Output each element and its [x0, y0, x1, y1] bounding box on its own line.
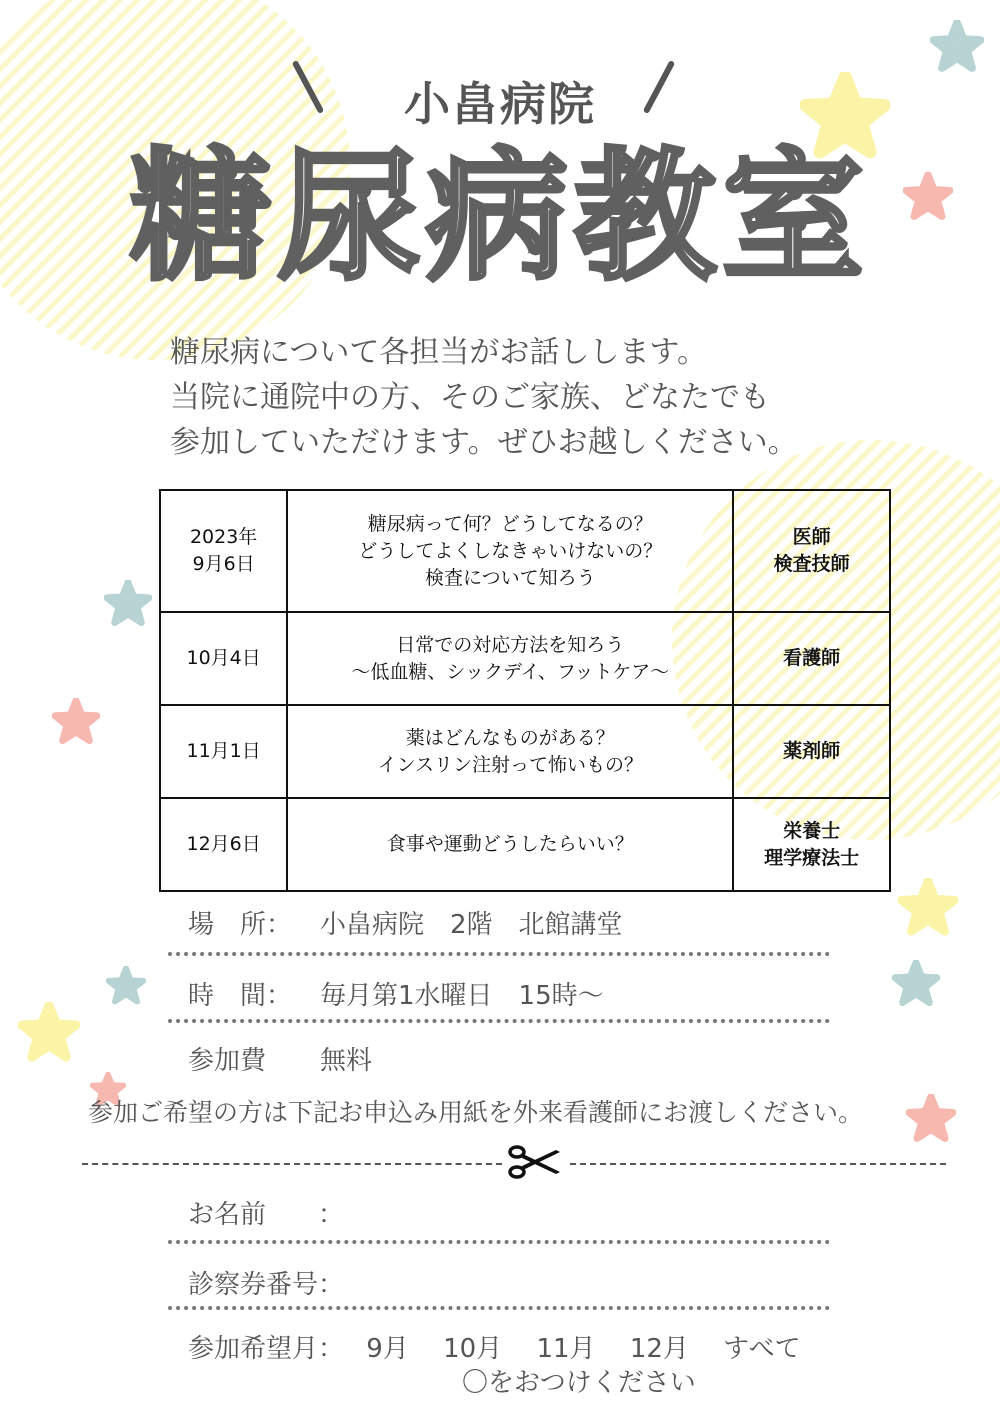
table-row: [160, 612, 890, 705]
star-icon: [106, 966, 146, 1006]
intro-line: 当院に通院中の方、そのご家族、どなたでも: [170, 380, 770, 415]
circle-instruction: 〇をおつけください: [462, 1368, 696, 1398]
fee-value: 無料: [320, 1046, 373, 1076]
schedule-staff: [733, 798, 890, 891]
staff-line: 理学療法士: [764, 846, 860, 869]
schedule-date: [160, 612, 287, 705]
dotted-divider: [168, 952, 830, 956]
month-label: 参加希望月：: [188, 1334, 345, 1364]
star-icon: [892, 960, 940, 1008]
schedule-staff: [733, 705, 890, 798]
star-icon: [906, 1094, 956, 1144]
star-icon: [18, 1002, 80, 1064]
topic-line: ～低血糖、シックデイ、フットケア～: [351, 660, 670, 683]
date-line: 2023年: [189, 526, 258, 548]
intro-line: 参加していただけます。ぜひお越しください。: [170, 425, 798, 460]
scissors-icon: [508, 1142, 562, 1182]
star-icon: [104, 580, 152, 628]
schedule-topic: [287, 612, 733, 705]
schedule-topic: [287, 798, 733, 891]
month-option-all[interactable]: すべて: [723, 1334, 801, 1364]
fee-row: [188, 1040, 373, 1077]
schedule-table: [159, 489, 891, 892]
dotted-divider: [168, 1240, 830, 1244]
time-label: 時 間：: [188, 981, 293, 1011]
page-title: 糖尿病教室: [130, 135, 870, 300]
staff-line: 検査技師: [773, 553, 850, 575]
star-icon: [52, 698, 100, 746]
application-notice: 参加ご希望の方は下記お申込み用紙を外来看護師にお渡しください。: [88, 1098, 864, 1127]
dotted-divider: [168, 1306, 830, 1310]
place-row: [188, 904, 623, 941]
date-line: 11月1日: [186, 740, 261, 762]
hospital-name: 小畠病院: [404, 77, 596, 131]
staff-line: 看護師: [783, 647, 841, 669]
date-line: 10月4日: [186, 647, 261, 669]
place-value: 小畠病院 2階 北館講堂: [320, 910, 623, 940]
fee-label: 参加費: [188, 1046, 267, 1076]
topic-line: 薬はどんなものがある？: [405, 726, 615, 749]
card-number-field[interactable]: [188, 1264, 344, 1301]
table-row: [160, 705, 890, 798]
card-number-label: 診察券番号：: [188, 1270, 345, 1300]
topic-line: 糖尿病って何？どうしてなるの？: [367, 512, 653, 535]
staff-line: 医師: [792, 526, 831, 548]
topic-line: 食事や運動どうしたらいい？: [386, 833, 634, 855]
schedule-date: [160, 798, 287, 891]
date-line: 9月6日: [192, 553, 255, 575]
schedule-topic: [287, 490, 733, 612]
table-row: [160, 490, 890, 612]
name-label: お名前 ：: [188, 1200, 345, 1230]
star-icon: [898, 878, 958, 938]
cut-line-left: [82, 1163, 502, 1165]
place-label: 場 所：: [188, 910, 293, 940]
staff-line: 薬剤師: [783, 740, 841, 762]
month-option-9[interactable]: 9月: [366, 1334, 409, 1364]
month-option-11[interactable]: 11月: [536, 1334, 596, 1364]
topic-line: 検査について知ろう: [424, 566, 596, 589]
schedule-staff: [733, 612, 890, 705]
date-line: 12月6日: [186, 833, 261, 855]
dotted-divider: [168, 1019, 830, 1023]
month-selection-row: [188, 1328, 827, 1365]
time-row: [188, 975, 604, 1012]
schedule-date: [160, 490, 287, 612]
intro-line: 糖尿病について各担当がお話しします。: [170, 335, 707, 370]
topic-line: 日常での対応方法を知ろう: [396, 633, 625, 656]
schedule-staff: [733, 490, 890, 612]
month-option-12[interactable]: 12月: [629, 1334, 689, 1364]
staff-line: 栄養士: [783, 819, 841, 842]
intro-text: [170, 330, 798, 465]
month-option-10[interactable]: 10月: [443, 1334, 503, 1364]
topic-line: インスリン注射って怖いもの？: [377, 753, 643, 776]
table-row: [160, 798, 890, 891]
schedule-topic: [287, 705, 733, 798]
time-value: 毎月第1水曜日 15時～: [320, 981, 604, 1011]
cut-line-right: [570, 1163, 946, 1165]
schedule-date: [160, 705, 287, 798]
star-icon: [930, 20, 984, 74]
name-field[interactable]: [188, 1194, 344, 1231]
topic-line: どうしてよくしなきゃいけないの？: [358, 539, 663, 562]
